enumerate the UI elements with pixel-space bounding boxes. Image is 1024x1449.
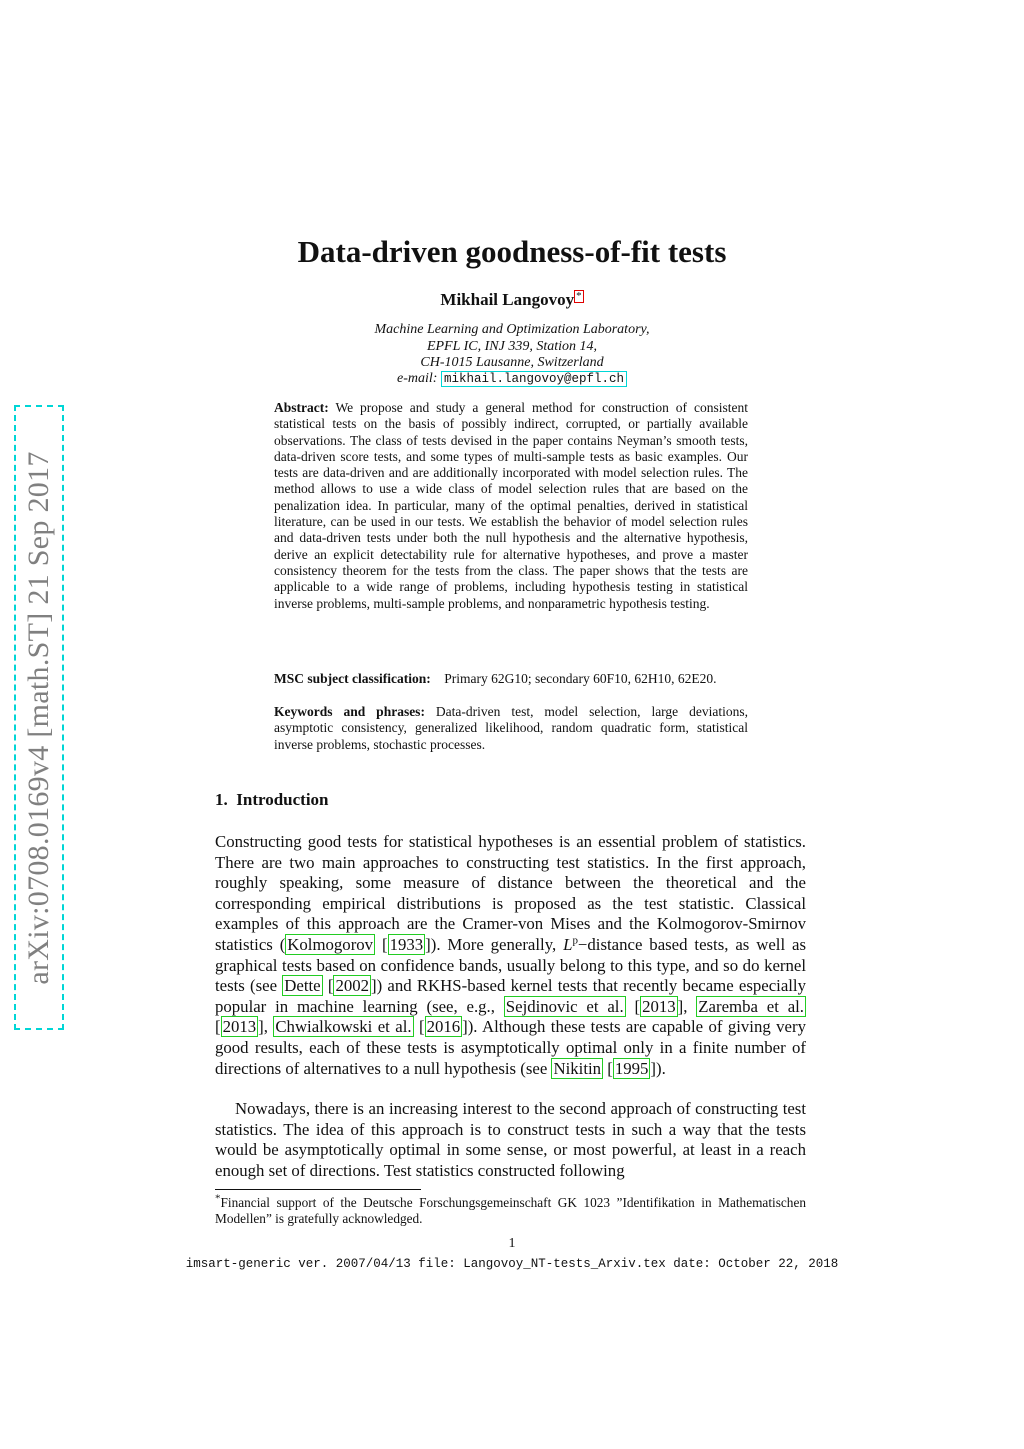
- citation-nikitin-year[interactable]: 1995: [614, 1058, 649, 1078]
- abstract-text: We propose and study a general method for construction of consistent statistical tests on the basis of possibly indirect, corrupted, or partially available observations. The class of tests devised in the paper contains Neyman’s smooth tests, data-driven score tests, and some types of multi-sample tests as basic examples. Our tests are data-driven and are additionally incorporated with model selection rules. The method allows to use a wide class of model selection rules that are based on the penalization idea. In particular, many of the optimal penalties, derived in statistical literature, can be used in our tests. We establish the behavior of model selection rules and data-driven tests under both the null hypothesis and the alternative hypothesis, derive an explicit detectability rule for alternative hypotheses, and prove a master consistency theorem for the tests from the class. The paper shows that the tests are applicable to a wide range of problems, including hypothesis testing in statistical inverse problems, multi-sample problems, and nonparametric hypothesis testing.: [274, 400, 748, 611]
- msc-classification: [274, 671, 748, 687]
- affiliation-line-3: CH-1015 Lausanne, Switzerland: [420, 355, 604, 370]
- citation-zaremba[interactable]: Zaremba et al.: [698, 996, 804, 1016]
- page-number: 1: [508, 1236, 516, 1251]
- footnote-mark: *: [215, 1192, 221, 1205]
- msc-label: MSC subject classification:: [274, 671, 431, 686]
- abstract-label: Abstract:: [274, 400, 329, 415]
- keywords-label: Keywords and phrases:: [274, 704, 425, 719]
- paragraph-text: −distance based tests, as well as graphical tests based on confidence bands, usually belong to this type, and so do kernel tests (see: [215, 934, 806, 996]
- affiliation-line-2: EPFL IC, INJ 339, Station 14,: [426, 339, 598, 354]
- arxiv-stamp: [14, 405, 64, 1030]
- paragraph-text: ]) and RKHS-based kernel tests that recently became especially popular in machine learning (see, e.g.,: [215, 976, 806, 1016]
- paragraph-text: ]).: [650, 1058, 666, 1078]
- author-line: [0, 290, 1024, 310]
- footnote: [215, 1192, 806, 1227]
- paragraph-text: Constructing good tests for statistical hypotheses is an essential problem of statistics. There are two main approaches to constructing test statistics. In the first approach, roughly speaking, some measure of distance between the theoretical and the corresponding empirical distributions is proposed as the test statistic. Classical examples of this approach are the Cramer-von Mises and the Kolmogorov-Smirnov statistics (: [215, 832, 806, 954]
- citation-dette[interactable]: Dette: [284, 976, 321, 996]
- section-heading: [215, 790, 329, 810]
- citation-kolmogorov[interactable]: Kolmogorov: [287, 934, 374, 954]
- citation-dette-year[interactable]: 2002: [335, 976, 369, 996]
- footer-line: imsart-generic ver. 2007/04/13 file: Langovoy_NT-tests_Arxiv.tex date: October 22, 2018: [185, 1257, 839, 1271]
- citation-sejdinovic-year[interactable]: 2013: [642, 996, 676, 1016]
- intro-paragraph-2: Nowadays, there is an increasing interest to the second approach of constructing test statistics. The idea of this approach is to construct tests in such a way that the tests would be asymptotically optimal in some sense, or most powerful, at least in a reach enough set of directions. Test statistics constructed following: [215, 1099, 806, 1180]
- abstract: [274, 400, 748, 612]
- lp-symbol: L: [563, 934, 573, 954]
- section-number: 1.: [215, 790, 228, 809]
- footnote-text: Financial support of the Deutsche Forschungsgemeinschaft GK 1023 ”Identifikation in Mathematischen Modellen” is gratefully acknowledged.: [215, 1195, 806, 1226]
- citation-zaremba-year[interactable]: 2013: [222, 1017, 257, 1037]
- intro-paragraph-1: Constructing good tests for statistical hypotheses is an essential problem of statistics. There are two main approaches to constructing test statistics. In the first approach, roughly speaking, some measure of distance between the theoretical and the corresponding empirical distributions is proposed as the test statistic. Classical examples of this approach are the Cramer-von Mises and the Kolmogorov-Smirnov statistics ( Kolmogorov [ 1933 ]). More generally, $L^p-distance$ based tests, as well as graphical tests based on confidence bands, usually belong to this type, and so do kernel tests (see Dette [ 2002 ]) and RKHS-based kernel tests that recently became especially popular in machine learning (see, e.g., Sejdinovic et al. [ 2013 ], Zaremba et al. [ 2013 ], Chwialkowski et al. [ 2016 ]). Although these tests are capable of giving very good results, each of these tests is asymptotically optimal only in a finite number of directions of alternatives to a null hypothesis (see Nikitin [ 1995 ]).: [215, 832, 806, 1078]
- paper-title: Data-driven goodness-of-fit tests: [297, 234, 727, 269]
- section-title: Introduction: [236, 790, 329, 809]
- citation-chwialkowski-year[interactable]: 2016: [426, 1017, 461, 1037]
- paragraph-text: ]). More generally,: [425, 934, 564, 954]
- email-link[interactable]: mikhail.langovoy@epfl.ch: [441, 371, 627, 387]
- citation-chwialkowski[interactable]: Chwialkowski et al.: [275, 1017, 412, 1037]
- keywords-text: Data-driven test, model selection, large deviations, asymptotic consistency, generalized likelihood, random quadratic form, statistical inverse problems, stochastic processes.: [274, 704, 749, 752]
- footnote-rule: [215, 1189, 421, 1190]
- author-footnote-link[interactable]: *: [576, 290, 582, 302]
- arxiv-identifier: arXiv:0708.0169v4 [math.ST] 21 Sep 2017: [22, 450, 55, 985]
- paragraph-text: ]). Although these tests are capable of giving very good results, each of these tests is asymptotically optimal only in a finite number of directions of alternatives to a null hypothesis (see: [215, 1017, 806, 1078]
- citation-sejdinovic[interactable]: Sejdinovic et al.: [505, 996, 624, 1016]
- keywords: [274, 704, 748, 753]
- email-label: e-mail:: [397, 371, 438, 386]
- citation-kolmogorov-year[interactable]: 1933: [389, 934, 424, 954]
- citation-nikitin[interactable]: Nikitin: [553, 1058, 602, 1078]
- author-name: Mikhail Langovoy: [440, 290, 575, 309]
- affiliation-email-line: [0, 371, 1024, 387]
- lp-exponent: p: [572, 934, 578, 947]
- affiliation-line-1: Machine Learning and Optimization Laboratory,: [374, 322, 650, 337]
- msc-text: Primary 62G10; secondary 60F10, 62H10, 62E20.: [444, 671, 717, 686]
